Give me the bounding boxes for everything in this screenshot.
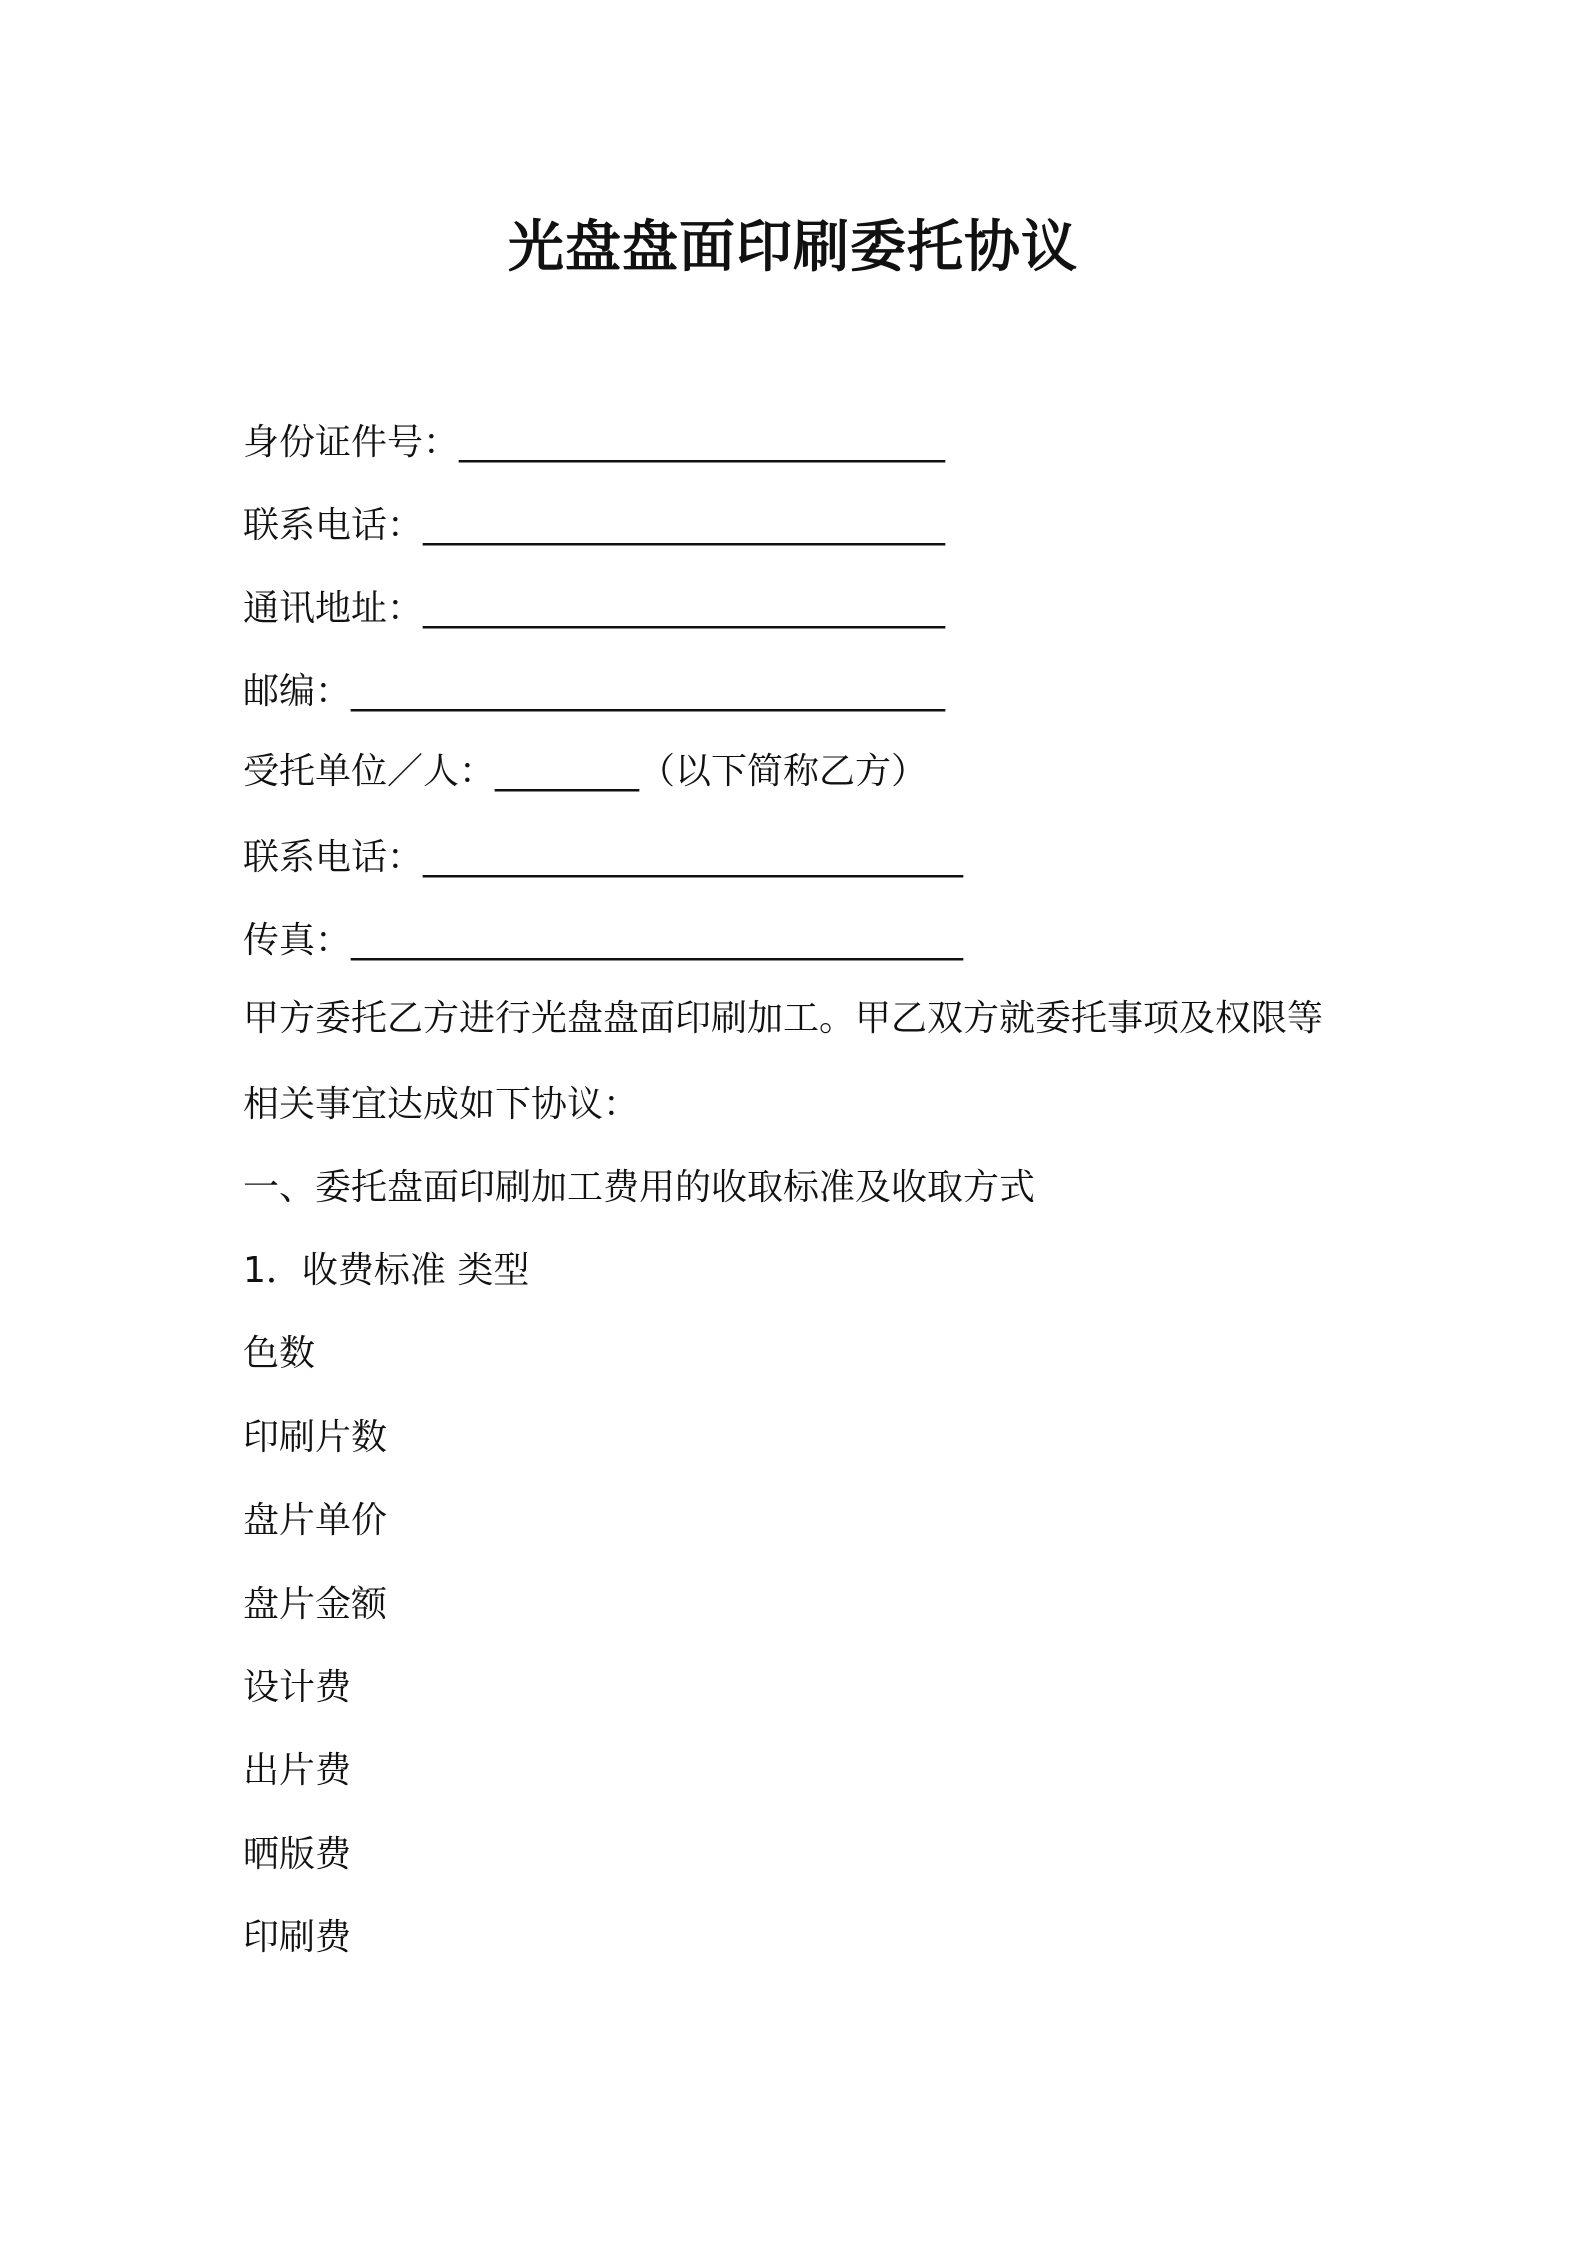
fee-item-plate-making: 晒版费: [243, 1834, 352, 1875]
fee-item-film-output: 出片费: [243, 1750, 352, 1791]
field-address: 通讯地址：_____________________________: [243, 588, 946, 629]
field-trustee: 受托单位／人：________（以下简称乙方）: [243, 751, 928, 792]
paragraph-line-1: 甲方委托乙方进行光盘盘面印刷加工。甲乙双方就委托事项及权限等: [243, 998, 1324, 1039]
fee-item-colors: 色数: [243, 1333, 316, 1374]
fee-item-printing: 印刷费: [243, 1917, 352, 1958]
field-postcode: 邮编：_________________________________: [243, 671, 946, 712]
paragraph-line-2: 相关事宜达成如下协议：: [243, 1084, 640, 1125]
fee-item-design: 设计费: [243, 1667, 352, 1708]
document-title: 光盘盘面印刷委托协议: [508, 215, 1078, 280]
subsection-fee-standard: 1．收费标准 类型: [243, 1250, 530, 1291]
field-phone: 联系电话：_____________________________: [243, 505, 946, 546]
fee-item-print-count: 印刷片数: [243, 1417, 388, 1458]
fee-item-disc-amount: 盘片金额: [243, 1584, 388, 1625]
section-heading-1: 一、委托盘面印刷加工费用的收取标准及收取方式: [243, 1167, 1036, 1208]
fee-item-disc-unit-price: 盘片单价: [243, 1500, 388, 1541]
field-fax: 传真：__________________________________: [243, 920, 964, 961]
field-trustee-phone: 联系电话：______________________________: [243, 837, 964, 878]
field-id-number: 身份证件号：___________________________: [243, 422, 946, 463]
